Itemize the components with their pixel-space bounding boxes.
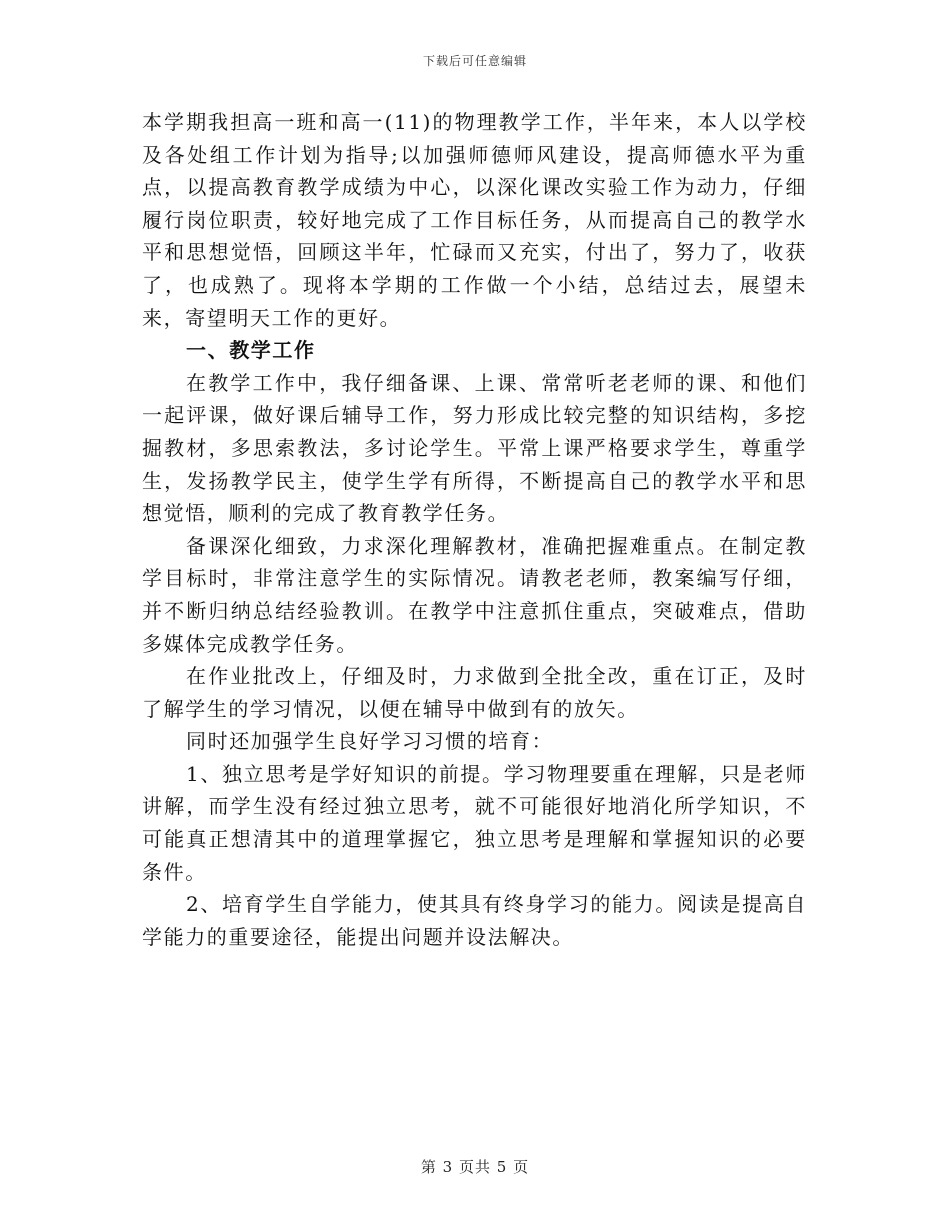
body-paragraph-homework: 在作业批改上，仔细及时，力求做到全批全改，重在订正，及时了解学生的学习情况，以便在辅导中做到有的放矢。 bbox=[142, 664, 807, 721]
body-paragraph-lesson-prep: 备课深化细致，力求深化理解教材，准确把握难重点。在制定教学目标时，非常注意学生的实际情况。请教老老师，教案编写仔细，并不断归纳总结经验教训。在教学中注意抓住重点，突破难点，借助多媒体完成教学任务。 bbox=[142, 533, 807, 656]
intro-paragraph: 本学期我担高一班和高一(11)的物理教学工作，半年来，本人以学校及各处组工作计划为指导;以加强师德师风建设，提高师德水平为重点，以提高教育教学成绩为中心，以深化课改实验工作为动力，仔细履行岗位职责，较好地完成了工作目标任务，从而提高自己的教学水平和思想觉悟，回顾这半年，忙碌而又充实，付出了，努力了，收获了，也成熟了。现将本学期的工作做一个小结，总结过去，展望未来，寄望明天工作的更好。 bbox=[142, 110, 807, 330]
document-body bbox=[142, 106, 807, 953]
list-item-independent-thinking: 1、独立思考是学好知识的前提。学习物理要重在理解，只是老师讲解，而学生没有经过独立思考，就不可能很好地消化所学知识，不可能真正想清其中的道理掌握它，独立思考是理解和掌握知识的必要条件。 bbox=[142, 761, 807, 884]
section-heading: 一、教学工作 bbox=[186, 338, 316, 363]
list-item-self-study: 2、培育学生自学能力，使其具有终身学习的能力。阅读是提高自学能力的重要途径，能提出问题并设法解决。 bbox=[142, 892, 807, 949]
body-paragraph-study-habits: 同时还加强学生良好学习习惯的培育： bbox=[186, 729, 554, 754]
page-number: 第 3 页共 5 页 bbox=[420, 1158, 530, 1176]
page-header: 下载后可任意编辑 bbox=[422, 54, 527, 68]
body-paragraph-teaching-work: 在教学工作中，我仔细备课、上课、常常听老老师的课、和他们一起评课，做好课后辅导工作，努力形成比较完整的知识结构，多挖掘教材，多思索教法，多讨论学生。平常上课严格要求学生，尊重学生，发扬教学民主，使学生学有所得，不断提高自己的教学水平和思想觉悟，顺利的完成了教育教学任务。 bbox=[142, 370, 807, 526]
